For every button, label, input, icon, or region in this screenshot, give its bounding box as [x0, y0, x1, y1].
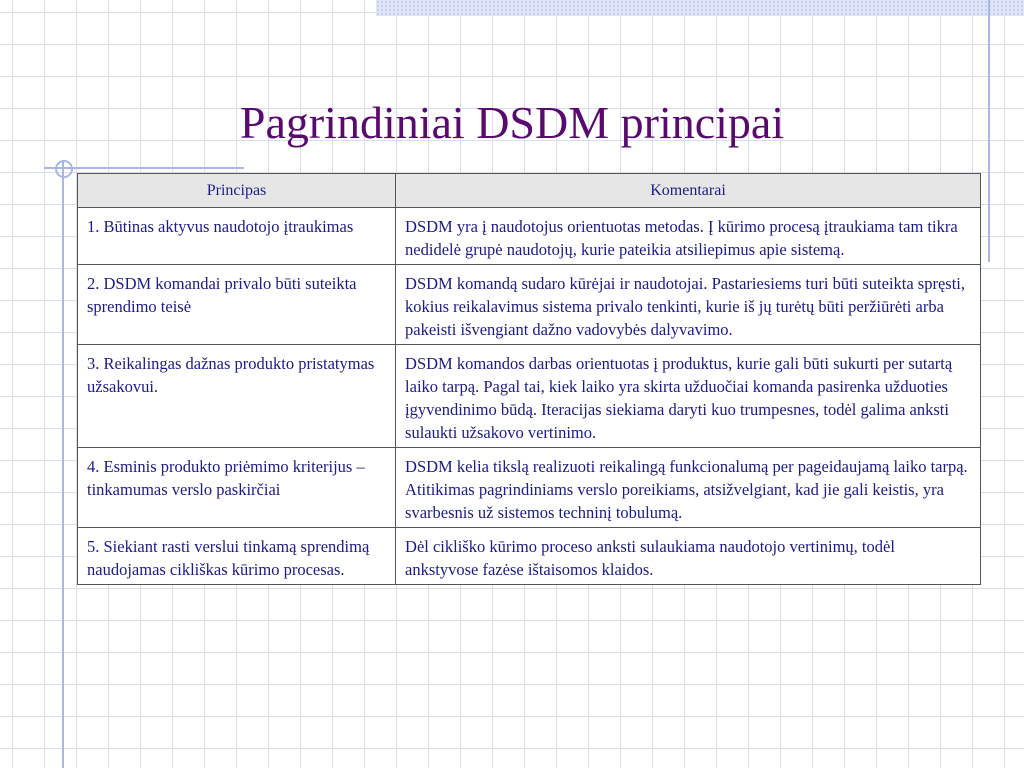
- table-row: [78, 208, 981, 265]
- comment-cell: DSDM yra į naudotojus orientuotas metodas. Į kūrimo procesą įtraukiama tam tikra nedidelė grupė naudotojų, kurie pateikia atsiliepimus apie sistemą.: [396, 208, 981, 265]
- slide-title: Pagrindiniai DSDM principai: [239, 97, 785, 148]
- principle-cell: 2. DSDM komandai privalo būti suteikta sprendimo teisė: [78, 265, 396, 345]
- decorative-vertical-line-left: [62, 160, 64, 768]
- decorative-horizontal-line: [44, 167, 244, 169]
- comment-cell: DSDM komandos darbas orientuotas į produktus, kurie gali būti sukurti per sutartą laiko tarpą. Pagal tai, kiek laiko yra skirta užduočiai komanda pasirenka užduoties įgyvendinimo būdą. Iteracijas siekiama daryti kuo trumpesnes, todėl galima anksti sulaukti užsakovo vertinimo.: [396, 345, 981, 448]
- comment-cell: Dėl cikliško kūrimo proceso anksti sulaukiama naudotojo vertinimų, todėl ankstyvose fazėse ištaisomos klaidos.: [396, 528, 981, 585]
- header-comment: Komentarai: [396, 174, 981, 208]
- table-row: [78, 528, 981, 585]
- principle-cell: 4. Esminis produkto priėmimo kriterijus – tinkamumas verslo paskirčiai: [78, 448, 396, 528]
- header-principle: Principas: [78, 174, 396, 208]
- table-row: [78, 448, 981, 528]
- comment-cell: DSDM komandą sudaro kūrėjai ir naudotojai. Pastariesiems turi būti suteikta spręsti, kokius reikalavimus sistema privalo tenkinti, kurie iš jų turėtų būti peržiūrėti arba pakeisti išvengiant dažno vadovybės dalyvavimo.: [396, 265, 981, 345]
- decorative-top-band: [376, 0, 1024, 16]
- comment-cell: DSDM kelia tikslą realizuoti reikalingą funkcionalumą per pageidaujamą laiko tarpą. Atitikimas pagrindiniams verslo poreikiams, atsižvelgiant, kad jie gali keistis, yra svarbesnis už sistemos techninį tobulumą.: [396, 448, 981, 528]
- principle-cell: 3. Reikalingas dažnas produkto pristatymas užsakovui.: [78, 345, 396, 448]
- principle-cell: 5. Siekiant rasti verslui tinkamą sprendimą naudojamas cikliškas kūrimo procesas.: [78, 528, 396, 585]
- principles-table: [77, 173, 981, 585]
- table-header-row: [78, 174, 981, 208]
- decorative-circle-icon: [55, 160, 73, 178]
- table-row: [78, 345, 981, 448]
- principle-cell: 1. Būtinas aktyvus naudotojo įtraukimas: [78, 208, 396, 265]
- table-row: [78, 265, 981, 345]
